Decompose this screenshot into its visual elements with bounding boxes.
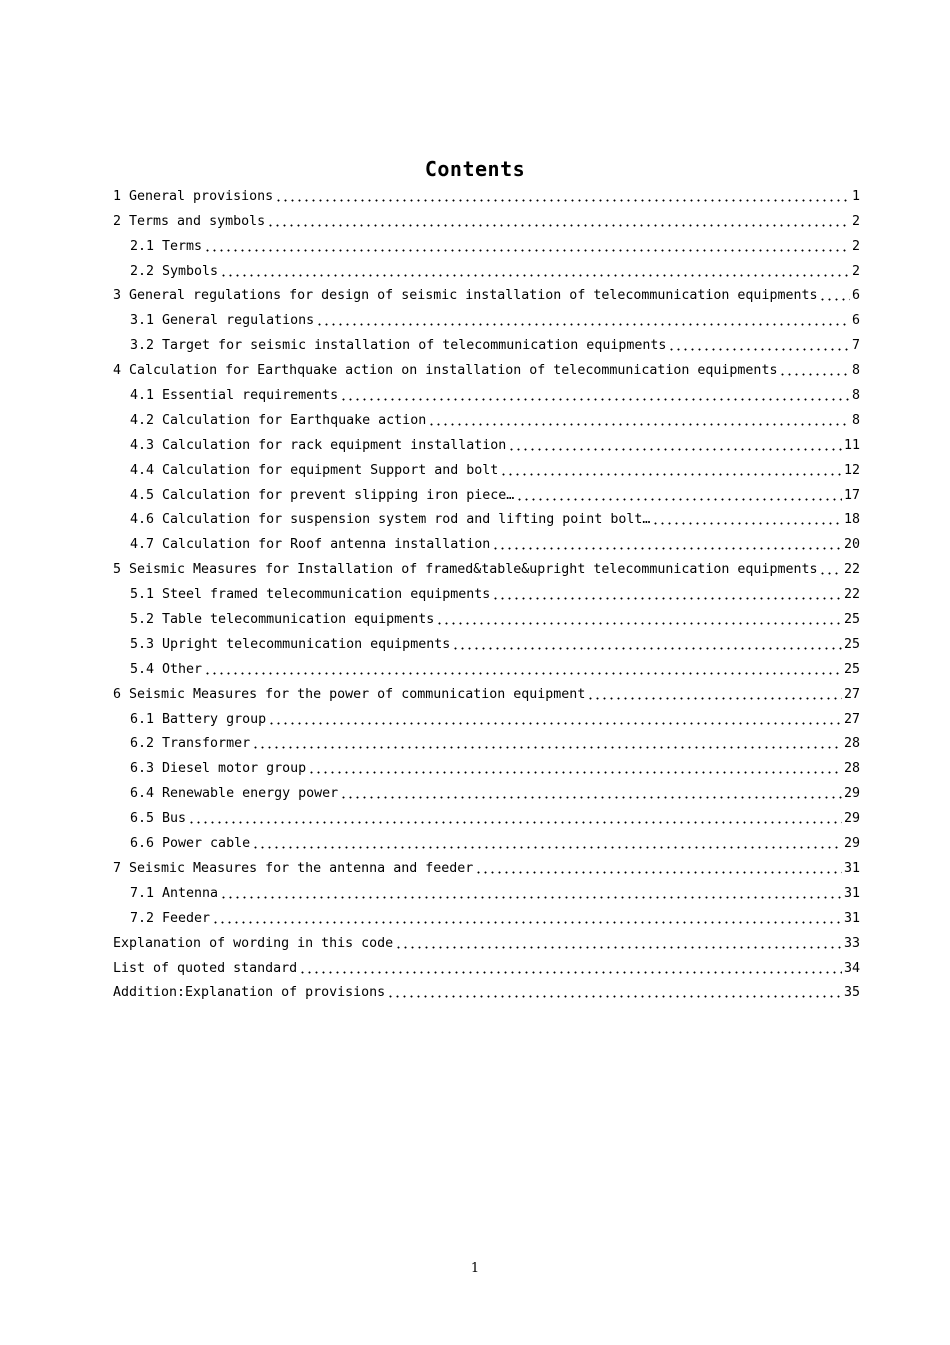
- toc-entry-page: 35: [843, 985, 860, 1001]
- toc-entry-page: 31: [843, 910, 860, 926]
- toc-entry-label: 5 Seismic Measures for Installation of framed&table&upright telecommunication equipments: [113, 562, 818, 578]
- toc-entry[interactable]: [113, 280, 860, 305]
- toc-entry-page: 22: [843, 587, 860, 603]
- toc-dot-leader: [275, 191, 850, 202]
- toc-entry-page: 29: [843, 786, 860, 802]
- toc-dot-leader: [500, 465, 842, 476]
- toc-dot-leader: [387, 987, 842, 998]
- toc-entry-label: 2.2 Symbols: [130, 263, 219, 279]
- toc-entry-label: 6.5 Bus: [130, 811, 187, 827]
- toc-entry-page: 28: [843, 736, 860, 752]
- toc-entry-page: 8: [851, 388, 860, 404]
- toc-entry-page: 2: [851, 213, 860, 229]
- toc-entry[interactable]: [113, 977, 860, 1002]
- toc-entry-label: 6.6 Power cable: [130, 836, 251, 852]
- toc-entry-label: 4.7 Calculation for Roof antenna installation: [130, 537, 491, 553]
- toc-dot-leader: [395, 938, 842, 949]
- toc-entry[interactable]: [113, 728, 860, 753]
- toc-entry[interactable]: [113, 304, 860, 329]
- toc-entry-label: 3.2 Target for seismic installation of telecommunication equipments: [130, 338, 667, 354]
- toc-entry[interactable]: [113, 902, 860, 927]
- toc-entry[interactable]: [113, 578, 860, 603]
- toc-entry[interactable]: [113, 802, 860, 827]
- toc-entry-page: 11: [843, 437, 860, 453]
- toc-entry-page: 34: [843, 960, 860, 976]
- toc-dot-leader: [340, 788, 842, 799]
- toc-dot-leader: [308, 763, 842, 774]
- toc-dot-leader: [188, 813, 842, 824]
- toc-entry-page: 27: [843, 711, 860, 727]
- toc-dot-leader: [252, 838, 842, 849]
- toc-dot-leader: [268, 714, 842, 725]
- toc-dot-leader: [267, 216, 850, 227]
- toc-dot-leader: [428, 415, 850, 426]
- toc-entry-label: 3 General regulations for design of seismic installation of telecommunication equipments: [113, 288, 818, 304]
- toc-dot-leader: [212, 913, 842, 924]
- toc-entry-label: 4.5 Calculation for prevent slipping iron piece…: [130, 487, 515, 503]
- toc-entry-label: 4.6 Calculation for suspension system rod and lifting point bolt…: [130, 512, 651, 528]
- toc-entry-page: 27: [843, 686, 860, 702]
- toc-entry-label: 6 Seismic Measures for the power of communication equipment: [113, 686, 586, 702]
- toc-entry[interactable]: [113, 528, 860, 553]
- toc-entry-page: 7: [851, 338, 860, 354]
- toc-entry[interactable]: [113, 429, 860, 454]
- toc-entry-page: 8: [851, 412, 860, 428]
- toc-entry[interactable]: [113, 230, 860, 255]
- toc-entry-label: 5.4 Other: [130, 661, 203, 677]
- toc-dot-leader: [819, 290, 850, 301]
- toc-entry-page: 1: [851, 188, 860, 204]
- toc-entry-label: 4.3 Calculation for rack equipment installation: [130, 437, 507, 453]
- toc-entry-label: 4.1 Essential requirements: [130, 388, 339, 404]
- toc-dot-leader: [436, 614, 842, 625]
- toc-entry[interactable]: [113, 404, 860, 429]
- toc-entry-page: 29: [843, 836, 860, 852]
- toc-entry-label: 7.2 Feeder: [130, 910, 211, 926]
- toc-entry[interactable]: [113, 852, 860, 877]
- toc-entry[interactable]: [113, 454, 860, 479]
- toc-entry-page: 2: [851, 263, 860, 279]
- toc-dot-leader: [299, 963, 842, 974]
- toc-entry[interactable]: [113, 479, 860, 504]
- toc-entry[interactable]: [113, 603, 860, 628]
- toc-entry-page: 25: [843, 612, 860, 628]
- toc-entry-page: 22: [843, 562, 860, 578]
- toc-dot-leader: [452, 639, 842, 650]
- toc-entry-page: 17: [843, 487, 860, 503]
- page-number: 1: [470, 1261, 480, 1276]
- toc-entry-page: 31: [843, 860, 860, 876]
- toc-entry-label: 1 General provisions: [113, 188, 274, 204]
- toc-entry[interactable]: [113, 553, 860, 578]
- toc-dot-leader: [252, 738, 842, 749]
- toc-entry[interactable]: [113, 678, 860, 703]
- toc-entry-page: 8: [851, 363, 860, 379]
- toc-entry-label: 4.2 Calculation for Earthquake action: [130, 412, 427, 428]
- toc-dot-leader: [316, 315, 850, 326]
- toc-entry-page: 25: [843, 661, 860, 677]
- toc-dot-leader: [475, 863, 842, 874]
- toc-dot-leader: [492, 539, 842, 550]
- toc-entry[interactable]: [113, 628, 860, 653]
- toc-entry[interactable]: [113, 827, 860, 852]
- toc-entry-label: Explanation of wording in this code: [113, 935, 394, 951]
- toc-entry-label: 4.4 Calculation for equipment Support and bolt: [130, 462, 499, 478]
- toc-dot-leader: [516, 490, 842, 501]
- toc-entry-page: 6: [851, 288, 860, 304]
- toc-dot-leader: [652, 514, 842, 525]
- toc-entry[interactable]: [113, 329, 860, 354]
- toc-entry-page: 12: [843, 462, 860, 478]
- toc-entry[interactable]: [113, 877, 860, 902]
- toc-entry-label: 7.1 Antenna: [130, 885, 219, 901]
- toc-entry-page: 18: [843, 512, 860, 528]
- toc-entry-label: 5.3 Upright telecommunication equipments: [130, 636, 451, 652]
- toc-dot-leader: [668, 340, 850, 351]
- toc-dot-leader: [220, 888, 842, 899]
- toc-entry[interactable]: [113, 205, 860, 230]
- toc-entry-label: 2.1 Terms: [130, 238, 203, 254]
- toc-entry-label: 4 Calculation for Earthquake action on installation of telecommunication equipments: [113, 363, 778, 379]
- toc-entry[interactable]: [113, 180, 860, 205]
- toc-dot-leader: [508, 440, 842, 451]
- toc-dot-leader: [819, 564, 842, 575]
- toc-entry-page: 33: [843, 935, 860, 951]
- toc-entry[interactable]: [113, 927, 860, 952]
- toc-dot-leader: [204, 241, 850, 252]
- toc-entry[interactable]: [113, 777, 860, 802]
- toc-entry-label: 5.2 Table telecommunication equipments: [130, 612, 435, 628]
- toc-dot-leader: [204, 664, 842, 675]
- toc-dot-leader: [340, 390, 850, 401]
- toc-entry-page: 20: [843, 537, 860, 553]
- toc-entry-page: 31: [843, 885, 860, 901]
- toc-entry[interactable]: [113, 255, 860, 280]
- toc-entry-label: 3.1 General regulations: [130, 313, 315, 329]
- toc-entry-page: 6: [851, 313, 860, 329]
- toc-entry-page: 2: [851, 238, 860, 254]
- toc-entry[interactable]: [113, 703, 860, 728]
- toc-entry-label: 6.1 Battery group: [130, 711, 267, 727]
- toc-dot-leader: [220, 266, 850, 277]
- toc-entry[interactable]: [113, 504, 860, 529]
- toc-entry-page: 29: [843, 811, 860, 827]
- toc-entry-label: 6.2 Transformer: [130, 736, 251, 752]
- toc-entry-label: 5.1 Steel framed telecommunication equipments: [130, 587, 491, 603]
- toc-entry[interactable]: [113, 752, 860, 777]
- toc-dot-leader: [779, 365, 850, 376]
- toc-dot-leader: [492, 589, 842, 600]
- toc-entry[interactable]: [113, 653, 860, 678]
- toc-entry-label: 6.3 Diesel motor group: [130, 761, 307, 777]
- toc-entry-label: List of quoted standard: [113, 960, 298, 976]
- toc-entry-label: 2 Terms and symbols: [113, 213, 266, 229]
- toc-entry[interactable]: [113, 354, 860, 379]
- toc-entry-page: 28: [843, 761, 860, 777]
- toc-entry-page: 25: [843, 636, 860, 652]
- toc-entry[interactable]: [113, 379, 860, 404]
- page-title: Contents: [424, 157, 526, 182]
- table-of-contents: [113, 180, 860, 1001]
- toc-entry-label: 7 Seismic Measures for the antenna and feeder: [113, 860, 474, 876]
- toc-entry-label: 6.4 Renewable energy power: [130, 786, 339, 802]
- toc-entry-label: Addition:Explanation of provisions: [113, 985, 386, 1001]
- toc-entry[interactable]: [113, 952, 860, 977]
- toc-dot-leader: [587, 689, 842, 700]
